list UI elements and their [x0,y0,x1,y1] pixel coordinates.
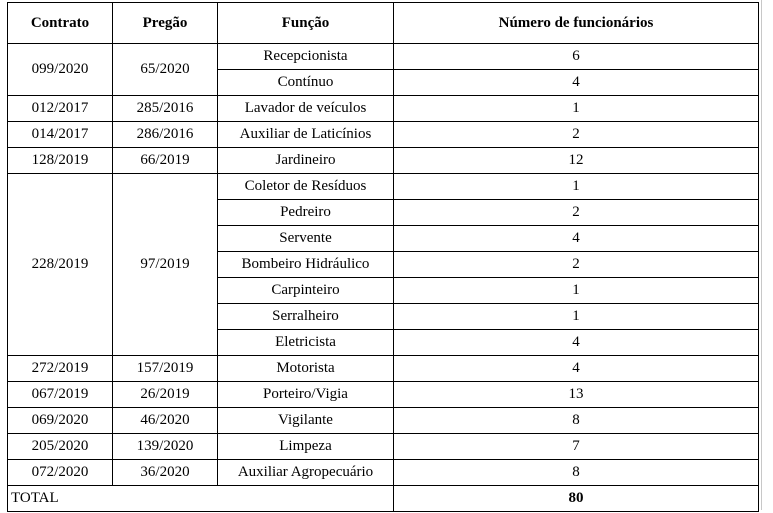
cell-numero: 8 [394,460,759,486]
cell-funcao: Auxiliar de Laticínios [218,122,394,148]
cell-contrato: 072/2020 [8,460,113,486]
cell-funcao: Contínuo [218,70,394,96]
table-row [8,460,759,486]
cell-contrato: 128/2019 [8,148,113,174]
table-row [8,148,759,174]
cell-numero: 13 [394,382,759,408]
table-row [8,122,759,148]
table-container [7,2,759,512]
cell-numero: 1 [394,278,759,304]
cell-funcao: Bombeiro Hidráulico [218,252,394,278]
header-contrato: Contrato [8,3,113,44]
cell-numero: 4 [394,330,759,356]
cell-contrato: 069/2020 [8,408,113,434]
table-row [8,434,759,460]
cell-contrato: 228/2019 [8,174,113,356]
cell-numero: 1 [394,304,759,330]
cell-funcao: Porteiro/Vigia [218,382,394,408]
cell-funcao: Serralheiro [218,304,394,330]
cell-pregao: 157/2019 [113,356,218,382]
cell-contrato: 012/2017 [8,96,113,122]
cell-funcao: Pedreiro [218,200,394,226]
cell-pregao: 97/2019 [113,174,218,356]
cell-contrato: 067/2019 [8,382,113,408]
cell-pregao: 46/2020 [113,408,218,434]
cell-pregao: 66/2019 [113,148,218,174]
total-label: TOTAL [8,486,394,512]
cell-numero: 4 [394,226,759,252]
cell-funcao: Vigilante [218,408,394,434]
header-numero: Número de funcionários [394,3,759,44]
table-row [8,174,759,200]
cell-numero: 2 [394,252,759,278]
cell-pregao: 286/2016 [113,122,218,148]
cell-funcao: Servente [218,226,394,252]
cell-funcao: Limpeza [218,434,394,460]
cell-funcao: Auxiliar Agropecuário [218,460,394,486]
total-row [8,486,759,512]
cell-numero: 4 [394,70,759,96]
total-value: 80 [394,486,759,512]
table-row [8,382,759,408]
cell-numero: 12 [394,148,759,174]
cell-pregao: 285/2016 [113,96,218,122]
cell-pregao: 139/2020 [113,434,218,460]
cell-numero: 1 [394,96,759,122]
cell-contrato: 099/2020 [8,44,113,96]
header-row [8,3,759,44]
cell-contrato: 205/2020 [8,434,113,460]
cell-numero: 8 [394,408,759,434]
cell-numero: 2 [394,200,759,226]
page-edge-line [761,0,762,510]
cell-funcao: Jardineiro [218,148,394,174]
cell-numero: 2 [394,122,759,148]
cell-contrato: 272/2019 [8,356,113,382]
table-body [8,44,759,486]
cell-pregao: 36/2020 [113,460,218,486]
header-pregao: Pregão [113,3,218,44]
employees-table [7,2,759,512]
cell-funcao: Recepcionista [218,44,394,70]
cell-funcao: Coletor de Resíduos [218,174,394,200]
cell-numero: 4 [394,356,759,382]
cell-funcao: Eletricista [218,330,394,356]
cell-numero: 7 [394,434,759,460]
cell-pregao: 65/2020 [113,44,218,96]
table-row [8,356,759,382]
cell-funcao: Carpinteiro [218,278,394,304]
cell-contrato: 014/2017 [8,122,113,148]
table-row [8,44,759,70]
header-funcao: Função [218,3,394,44]
cell-funcao: Motorista [218,356,394,382]
table-row [8,408,759,434]
cell-pregao: 26/2019 [113,382,218,408]
cell-numero: 1 [394,174,759,200]
cell-funcao: Lavador de veículos [218,96,394,122]
table-row [8,96,759,122]
cell-numero: 6 [394,44,759,70]
